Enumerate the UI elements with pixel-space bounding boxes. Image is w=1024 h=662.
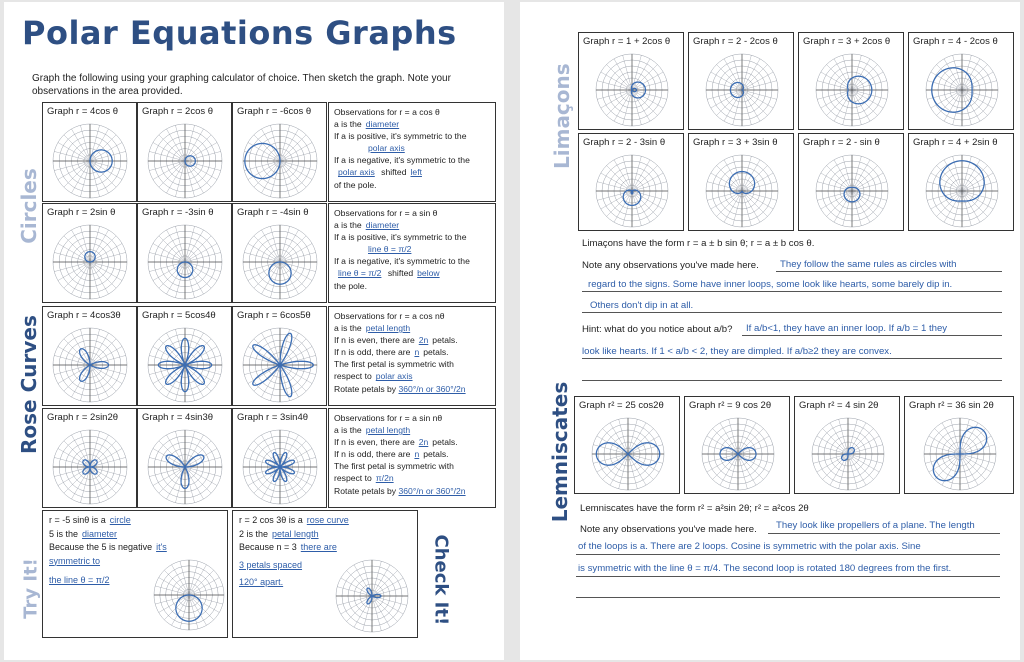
obs-text: If n is odd, there are: [334, 347, 411, 358]
graph-box: [684, 396, 790, 494]
graph-label: Graph r = 2 - sin θ: [803, 137, 880, 148]
polar-graph: [240, 427, 320, 507]
obs-heading: Observations for r = a cos θ: [334, 107, 440, 117]
graph-label: Graph r² = 4 sin 2θ: [799, 400, 879, 411]
polar-graph: [240, 121, 320, 201]
graph-box: [137, 102, 232, 202]
polar-graph: [699, 415, 777, 493]
obs-text: The first petal is symmetric with: [334, 359, 454, 370]
obs-text: the pole.: [334, 280, 367, 291]
graph-label: Graph r = 4 - 2cos θ: [913, 36, 998, 47]
answer-line: [776, 271, 1002, 272]
graph-label: Graph r² = 25 cos2θ: [579, 400, 664, 411]
instructions: Graph the following using your graphing calculator of choice. Then sketch the graph. Note your observations in the area provided.: [32, 73, 451, 97]
graph-box: [688, 32, 794, 130]
obs-text: of the pole.: [334, 179, 377, 190]
answer-line: [768, 533, 1000, 534]
side-label-check-it: Check It!: [430, 534, 452, 626]
limacon-hint-line-2: look like hearts. If 1 < a/b < 2, they are dimpled. If a/b≥2 they are convex.: [582, 346, 892, 357]
graph-label: Graph r = 2cos θ: [142, 106, 214, 117]
graph-label: Graph r = -6cos θ: [237, 106, 312, 117]
polar-graph: [923, 152, 1001, 230]
obs-answer: line θ = π/2: [368, 244, 412, 255]
graph-box: [137, 203, 232, 303]
lemniscate-form: Lemniscates have the form r² = a²sin 2θ; r² = a²cos 2θ: [580, 503, 809, 514]
worksheet-page-2: [520, 2, 1020, 660]
limacon-hint-label: Hint: what do you notice about a/b?: [582, 324, 733, 335]
lemniscate-note-label: Note any observations you've made here.: [580, 524, 757, 535]
try-it-box: [42, 510, 228, 638]
try-text: Because the 5 is negative: [49, 542, 153, 552]
obs-text: If n is even, there are: [334, 335, 415, 346]
graph-label: Graph r = 3 + 2cos θ: [803, 36, 891, 47]
polar-graph: [50, 121, 130, 201]
worksheet-page-1: [4, 2, 504, 660]
polar-graph: [593, 152, 671, 230]
polar-graph: [145, 427, 225, 507]
obs-answer: diameter: [365, 220, 400, 231]
graph-label: Graph r = 3sin4θ: [237, 412, 309, 423]
obs-answer: petal length: [365, 323, 411, 334]
graph-box: [794, 396, 900, 494]
observations-sin-circle: [328, 203, 496, 303]
graph-box: [42, 203, 137, 303]
check-it-box: [232, 510, 418, 638]
graph-label: Graph r = 1 + 2cos θ: [583, 36, 671, 47]
obs-text: If n is even, there are: [334, 437, 415, 448]
try-answer: circle: [109, 515, 131, 525]
graph-label: Graph r = 4cos θ: [47, 106, 119, 117]
check-answer: rose curve: [306, 515, 349, 525]
check-text: 2 is the: [239, 528, 269, 539]
obs-text: respect to: [334, 473, 372, 484]
graph-label: Graph r = 2sin2θ: [47, 412, 119, 423]
obs-text: If a is positive, it's symmetric to the: [334, 232, 467, 243]
try-answer: diameter: [82, 528, 118, 539]
check-text: r = 2 cos 3θ is a: [239, 515, 303, 525]
polar-graph: [145, 222, 225, 302]
polar-graph: [240, 222, 320, 302]
obs-text: shifted: [387, 268, 414, 279]
obs-answer: 360°/n or 360°/2n: [398, 485, 466, 496]
side-label-limacons: Limaçons: [550, 63, 574, 169]
answer-line: [576, 576, 1000, 577]
obs-answer: polar axis: [368, 143, 405, 154]
graph-box: [42, 306, 137, 406]
limacon-note-line-3: Others don't dip in at all.: [590, 300, 694, 311]
obs-heading: Observations for r = a sin nθ: [334, 413, 443, 423]
answer-line: [576, 597, 1000, 598]
obs-text: petals.: [423, 449, 449, 460]
obs-answer: 2n: [418, 437, 429, 448]
obs-text: If n is odd, there are: [334, 449, 411, 460]
try-answer: the line θ = π/2: [49, 575, 110, 585]
page-title: Polar Equations Graphs: [22, 14, 457, 52]
graph-box: [137, 306, 232, 406]
polar-graph: [813, 152, 891, 230]
graph-box: [232, 102, 327, 202]
obs-text: Rotate petals by: [334, 383, 397, 394]
polar-graph: [50, 325, 130, 405]
graph-label: Graph r = -4sin θ: [237, 207, 309, 218]
obs-answer: n: [414, 347, 420, 358]
obs-text: If a is negative, it's symmetric to the: [334, 256, 470, 267]
graph-label: Graph r² = 9 cos 2θ: [689, 400, 772, 411]
try-text: r = -5 sinθ is a: [49, 515, 106, 525]
observations-rose-cos: [328, 306, 496, 406]
polar-graph: [145, 121, 225, 201]
polar-graph: [50, 427, 130, 507]
obs-text: The first petal is symmetric with: [334, 461, 454, 472]
obs-text: a is the: [334, 220, 362, 231]
polar-graph: [921, 415, 999, 493]
obs-heading: Observations for r = a cos nθ: [334, 311, 445, 321]
obs-text: petals.: [432, 335, 458, 346]
obs-answer: line θ = π/2: [338, 268, 382, 279]
answer-line: [582, 291, 1002, 292]
graph-box: [908, 133, 1014, 231]
graph-box: [798, 32, 904, 130]
polar-graph: [151, 557, 227, 633]
polar-graph: [145, 325, 225, 405]
polar-graph: [589, 415, 667, 493]
obs-text: a is the: [334, 425, 362, 436]
side-label-circles: Circles: [17, 168, 41, 244]
graph-box: [42, 408, 137, 508]
check-answer: there are: [300, 542, 337, 552]
lemniscate-note-line-1: They look like propellers of a plane. The length: [776, 520, 975, 531]
obs-text: a is the: [334, 323, 362, 334]
limacon-note-line-2: regard to the signs. Some have inner loops, some look like hearts, some barely dip in.: [588, 279, 953, 290]
graph-label: Graph r = 4 + 2sin θ: [913, 137, 998, 148]
lemniscate-note-line-3: is symmetric with the line θ = π/4. The second loop is rotated 180 degrees from the first.: [578, 563, 952, 574]
obs-text: Rotate petals by: [334, 485, 397, 496]
graph-box: [904, 396, 1014, 494]
obs-answer: π/2n: [375, 473, 394, 484]
graph-label: Graph r = 5cos4θ: [142, 310, 216, 321]
graph-label: Graph r = 2 - 2cos θ: [693, 36, 778, 47]
answer-line: [742, 335, 1002, 336]
graph-label: Graph r² = 36 sin 2θ: [909, 400, 994, 411]
obs-answer: 2n: [418, 335, 429, 346]
obs-answer: n: [414, 449, 420, 460]
obs-text: respect to: [334, 371, 372, 382]
polar-graph: [703, 152, 781, 230]
graph-label: Graph r = 2 - 3sin θ: [583, 137, 666, 148]
side-label-try-it: Try It!: [20, 558, 42, 619]
graph-label: Graph r = 6cos5θ: [237, 310, 311, 321]
obs-answer: below: [417, 268, 440, 279]
side-label-rose-curves: Rose Curves: [17, 315, 41, 454]
graph-box: [798, 133, 904, 231]
obs-text: If a is positive, it's symmetric to the: [334, 131, 467, 142]
graph-box: [908, 32, 1014, 130]
obs-text: petals.: [423, 347, 449, 358]
polar-graph: [703, 51, 781, 129]
limacon-note-label: Note any observations you've made here.: [582, 260, 759, 271]
limacon-form: Limaçons have the form r = a ± b sin θ; r = a ± b cos θ.: [582, 238, 815, 249]
check-answer: 3 petals spaced: [239, 559, 303, 570]
graph-box: [137, 408, 232, 508]
graph-box: [232, 203, 327, 303]
graph-label: Graph r = 4sin3θ: [142, 412, 214, 423]
graph-box: [688, 133, 794, 231]
check-answer: petal length: [272, 528, 319, 539]
check-answer: 120° apart.: [239, 577, 284, 587]
graph-label: Graph r = 3 + 3sin θ: [693, 137, 778, 148]
answer-line: [576, 554, 1000, 555]
answer-line: [582, 380, 1002, 381]
obs-text: a is the: [334, 119, 362, 130]
limacon-hint-line-1: If a/b<1, they have an inner loop. If a/b = 1 they: [746, 323, 948, 334]
polar-graph: [333, 557, 411, 635]
polar-graph: [813, 51, 891, 129]
obs-text: shifted: [381, 167, 407, 178]
polar-graph: [593, 51, 671, 129]
graph-label: Graph r = 4cos3θ: [47, 310, 121, 321]
graph-box: [578, 32, 684, 130]
obs-heading: Observations for r = a sin θ: [334, 208, 438, 218]
polar-graph: [50, 222, 130, 302]
obs-answer: petal length: [365, 425, 411, 436]
try-answer: it's: [156, 542, 167, 552]
obs-text: petals.: [432, 437, 458, 448]
check-text: Because n = 3: [239, 542, 297, 552]
obs-answer: polar axis: [338, 167, 375, 178]
graph-box: [42, 102, 137, 202]
lemniscate-note-line-2: of the loops is a. There are 2 loops. Cosine is symmetric with the polar axis. Sine: [578, 541, 921, 552]
side-label-lemniscates: Lemniscates: [548, 381, 572, 523]
answer-line: [582, 312, 1002, 313]
graph-label: Graph r = 2sin θ: [47, 207, 116, 218]
graph-box: [578, 133, 684, 231]
obs-text: If a is negative, it's symmetric to the: [334, 155, 470, 166]
obs-answer: polar axis: [375, 371, 413, 382]
observations-cos-circle: [328, 102, 496, 202]
limacon-note-line-1: They follow the same rules as circles with: [780, 259, 957, 270]
observations-rose-sin: [328, 408, 496, 508]
polar-graph: [809, 415, 887, 493]
obs-answer: diameter: [365, 119, 400, 130]
graph-label: Graph r = -3sin θ: [142, 207, 214, 218]
graph-box: [574, 396, 680, 494]
graph-box: [232, 408, 327, 508]
answer-line: [582, 358, 1002, 359]
try-text: 5 is the: [49, 528, 79, 539]
polar-graph: [240, 325, 320, 405]
obs-answer: 360°/n or 360°/2n: [398, 383, 466, 394]
obs-answer: left: [410, 167, 422, 178]
try-answer: symmetric to: [49, 555, 101, 566]
graph-box: [232, 306, 327, 406]
polar-graph: [923, 51, 1001, 129]
